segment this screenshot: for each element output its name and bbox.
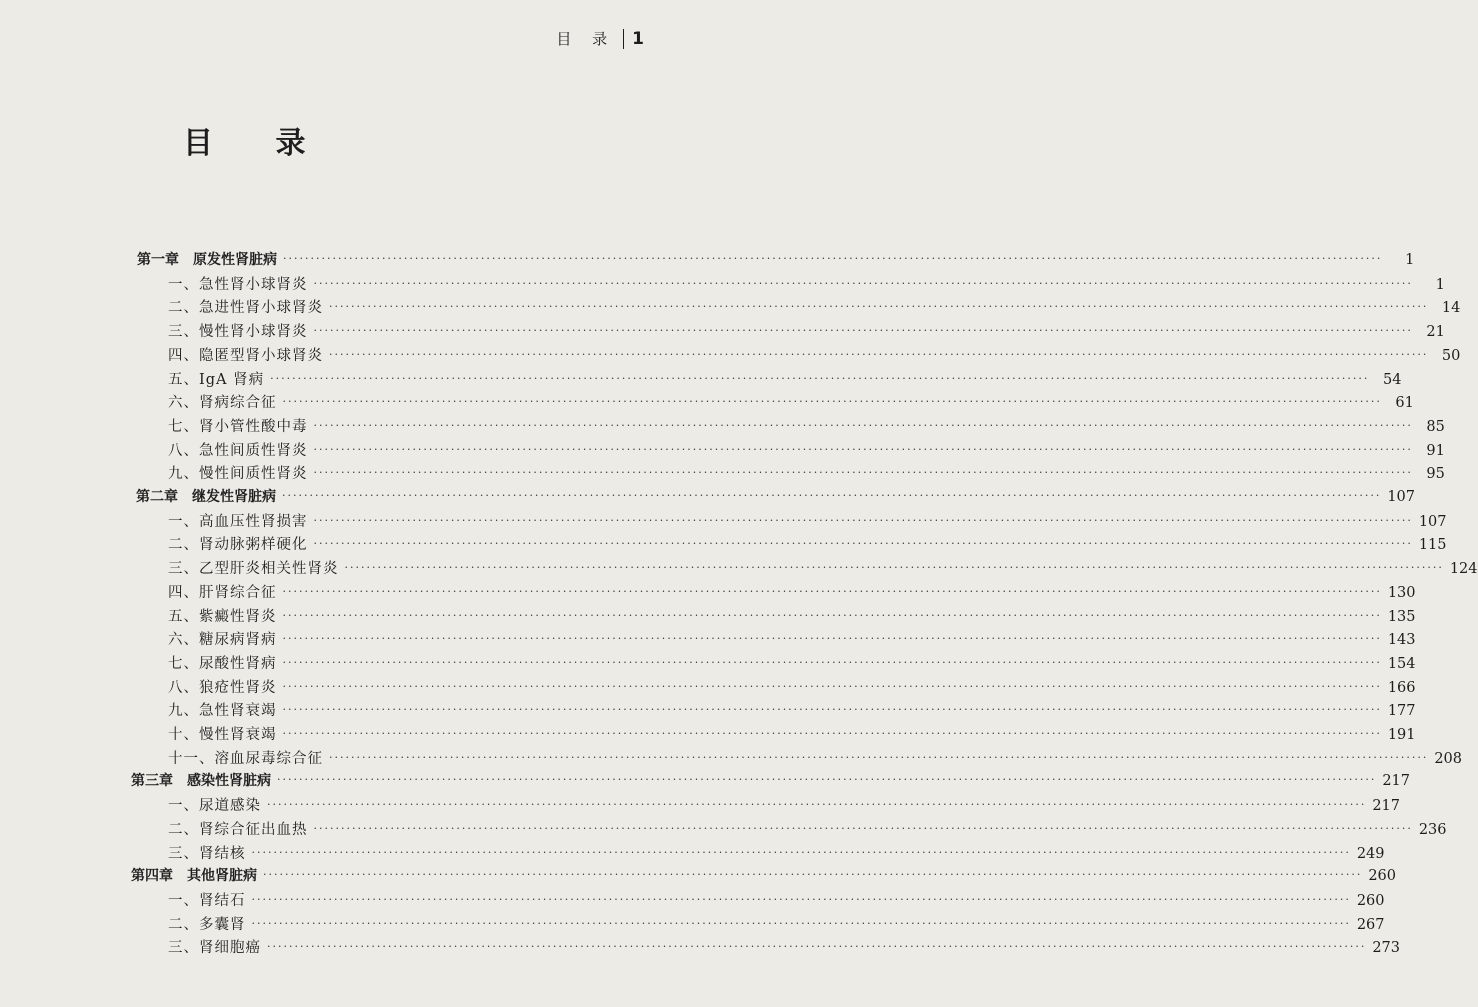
toc-page-number: 61 <box>1395 395 1414 412</box>
dot-leader: ········································································································································································································ <box>283 252 1383 265</box>
dot-leader: ········································································································································································································ <box>329 300 1429 314</box>
toc-chapter-number: 第四章 <box>131 868 173 885</box>
toc-item-label: 十、慢性肾衰竭 <box>168 727 277 743</box>
dot-leader: ········································································································································································································ <box>282 703 1382 717</box>
toc-page-number: 260 <box>1356 892 1385 909</box>
toc-page-number: 267 <box>1356 916 1385 933</box>
toc-item-label: 三、肾细胞癌 <box>168 940 261 957</box>
running-head-page-number: 1 <box>632 28 644 49</box>
toc-item-row[interactable] <box>168 889 1385 913</box>
toc-item-label: 八、狼疮性肾炎 <box>168 679 277 696</box>
dot-leader: ········································································································································································································ <box>313 537 1413 551</box>
dot-leader: ········································································································································································································ <box>251 845 1351 859</box>
toc-item-row[interactable] <box>168 344 1461 368</box>
toc-item-row[interactable] <box>168 628 1416 652</box>
toc-page-number: 107 <box>1418 513 1447 530</box>
toc-chapter-title: 原发性肾脏病 <box>193 252 277 268</box>
toc-item-row[interactable] <box>168 913 1385 937</box>
toc-page-number: 217 <box>1382 773 1411 790</box>
dot-leader: ········································································································································································································ <box>282 632 1382 646</box>
toc-item-row[interactable] <box>168 818 1447 842</box>
toc-item-label: 一、急性肾小球肾炎 <box>168 276 308 293</box>
toc-item-row[interactable] <box>168 605 1416 629</box>
toc-item-label: 一、肾结石 <box>168 892 246 909</box>
toc-page-number: 217 <box>1372 798 1401 815</box>
toc-item-label: 七、尿酸性肾病 <box>168 655 277 672</box>
toc-item-row[interactable] <box>168 581 1416 605</box>
toc-item-label: 一、高血压性肾损害 <box>168 513 308 530</box>
toc-item-label: 二、急进性肾小球肾炎 <box>168 300 323 317</box>
toc-page-number: 260 <box>1368 868 1397 885</box>
toc-item-row[interactable] <box>168 391 1414 415</box>
toc-page-number: 236 <box>1418 821 1447 838</box>
toc-page-number: 85 <box>1426 418 1445 435</box>
toc-item-row[interactable] <box>168 533 1447 557</box>
toc-item-row[interactable] <box>168 936 1401 960</box>
dot-leader: ········································································································································································································ <box>313 821 1413 835</box>
toc-page-number: 14 <box>1441 300 1461 317</box>
toc-page-number: 50 <box>1441 347 1461 364</box>
dot-leader: ········································································································································································································ <box>313 324 1413 338</box>
toc-item-label: 四、肝肾综合征 <box>168 584 277 601</box>
toc-item-row[interactable] <box>168 723 1416 747</box>
toc-page-number: 107 <box>1387 489 1416 505</box>
dot-leader: ········································································································································································································ <box>277 773 1377 787</box>
toc-item-label: 五、IgA 肾病 <box>168 371 265 388</box>
toc-item-row[interactable] <box>168 747 1463 771</box>
toc-item-label: 三、肾结核 <box>168 845 246 862</box>
dot-leader: ········································································································································································································ <box>267 940 1367 954</box>
toc-item-row[interactable] <box>168 699 1416 723</box>
toc-page-number: 91 <box>1426 442 1445 459</box>
dot-leader: ········································································································································································································ <box>282 395 1382 409</box>
toc-chapter-row[interactable] <box>136 486 1416 510</box>
dot-leader: ········································································································································································································ <box>282 727 1382 740</box>
toc-page-number: 135 <box>1387 608 1416 625</box>
toc-item-label: 八、急性间质性肾炎 <box>168 442 308 459</box>
toc-page-number: 143 <box>1387 632 1416 649</box>
toc-item-label: 五、紫癜性肾炎 <box>168 608 277 625</box>
dot-leader: ········································································································································································································ <box>313 276 1413 290</box>
toc-chapter-title: 感染性肾脏病 <box>187 773 271 790</box>
toc-page-number: 54 <box>1382 371 1402 388</box>
toc-item-row[interactable] <box>168 439 1445 463</box>
running-head-divider <box>623 29 624 49</box>
toc-item-label: 十一、溶血尿毒综合征 <box>168 750 323 767</box>
toc-item-row[interactable] <box>168 273 1445 297</box>
toc-chapter-row[interactable] <box>131 770 1411 794</box>
toc-item-row[interactable] <box>168 296 1461 320</box>
toc-item-label: 六、糖尿病肾病 <box>168 632 277 649</box>
toc-item-row[interactable] <box>168 557 1478 581</box>
toc-item-row[interactable] <box>168 676 1416 700</box>
dot-leader: ········································································································································································································ <box>251 892 1351 906</box>
dot-leader: ········································································································································································································ <box>313 513 1413 527</box>
running-head <box>556 28 644 49</box>
toc-item-label: 六、肾病综合征 <box>168 395 277 412</box>
toc-chapter-title: 其他肾脏病 <box>187 868 257 885</box>
running-head-title: 目 录 <box>556 30 616 48</box>
toc-page-number: 154 <box>1387 655 1416 672</box>
toc-item-row[interactable] <box>168 652 1416 676</box>
toc-page-number: 1 <box>1435 276 1445 293</box>
dot-leader: ········································································································································································································ <box>282 679 1382 693</box>
toc-page-number: 273 <box>1372 940 1401 957</box>
dot-leader: ········································································································································································································ <box>282 655 1382 669</box>
toc-item-label: 三、慢性肾小球肾炎 <box>168 324 308 341</box>
toc-chapter-label <box>131 770 277 790</box>
toc-page-number: 115 <box>1418 537 1447 554</box>
toc-item-row[interactable] <box>168 462 1445 486</box>
toc-page-number: 249 <box>1356 845 1385 862</box>
toc-page-number: 130 <box>1387 584 1416 601</box>
dot-leader: ········································································································································································································ <box>344 561 1444 575</box>
toc-item-row[interactable] <box>168 415 1445 439</box>
dot-leader: ········································································································································································································ <box>329 347 1429 361</box>
dot-leader: ········································································································································································································ <box>263 868 1363 882</box>
dot-leader: ········································································································································································································ <box>313 466 1413 480</box>
toc-page-number: 166 <box>1387 679 1416 696</box>
toc-chapter-row[interactable] <box>131 865 1397 889</box>
toc-page-number: 95 <box>1426 466 1445 483</box>
toc-item-label: 九、慢性间质性肾炎 <box>168 466 308 483</box>
toc-item-row[interactable] <box>168 842 1385 866</box>
dot-leader: ········································································································································································································ <box>313 418 1413 432</box>
dot-leader: ········································································································································································································ <box>267 798 1367 812</box>
dot-leader: ········································································································································································································ <box>329 750 1429 764</box>
toc-item-label: 二、肾综合征出血热 <box>168 821 308 838</box>
toc-item-label: 三、乙型肝炎相关性肾炎 <box>168 561 339 578</box>
toc-page-number: 191 <box>1387 727 1416 743</box>
toc-page-number: 124 <box>1449 561 1478 578</box>
toc-chapter-row[interactable] <box>137 249 1415 273</box>
toc-item-row[interactable] <box>168 510 1447 534</box>
toc-chapter-number: 第三章 <box>131 773 173 790</box>
toc-chapter-label <box>137 249 283 269</box>
toc-chapter-label <box>136 486 282 506</box>
toc-chapter-label <box>131 865 263 885</box>
toc-page-number: 1 <box>1405 252 1415 268</box>
toc-page-number: 177 <box>1387 703 1416 720</box>
dot-leader: ········································································································································································································ <box>270 371 1370 385</box>
toc-chapter-number: 第一章 <box>137 252 179 268</box>
toc-item-label: 一、尿道感染 <box>168 798 261 815</box>
toc-page-number: 208 <box>1434 750 1463 767</box>
toc-chapter-title: 继发性肾脏病 <box>192 489 276 505</box>
dot-leader: ········································································································································································································ <box>251 916 1351 930</box>
toc-item-label: 四、隐匿型肾小球肾炎 <box>168 347 323 364</box>
toc-item-label: 二、肾动脉粥样硬化 <box>168 537 308 554</box>
toc-item-row[interactable] <box>168 794 1401 818</box>
toc-item-row[interactable] <box>168 320 1445 344</box>
toc-item-row[interactable] <box>168 368 1402 392</box>
dot-leader: ········································································································································································································ <box>282 489 1382 502</box>
dot-leader: ········································································································································································································ <box>282 608 1382 622</box>
toc-item-label: 九、急性肾衰竭 <box>168 703 277 720</box>
toc-item-label: 二、多囊肾 <box>168 916 246 933</box>
toc-page-number: 21 <box>1426 324 1445 341</box>
toc-chapter-number: 第二章 <box>136 489 178 505</box>
dot-leader: ········································································································································································································ <box>282 584 1382 598</box>
page-title: 目 录 <box>183 126 332 161</box>
dot-leader: ········································································································································································································ <box>313 442 1413 456</box>
toc-item-label: 七、肾小管性酸中毒 <box>168 418 308 435</box>
